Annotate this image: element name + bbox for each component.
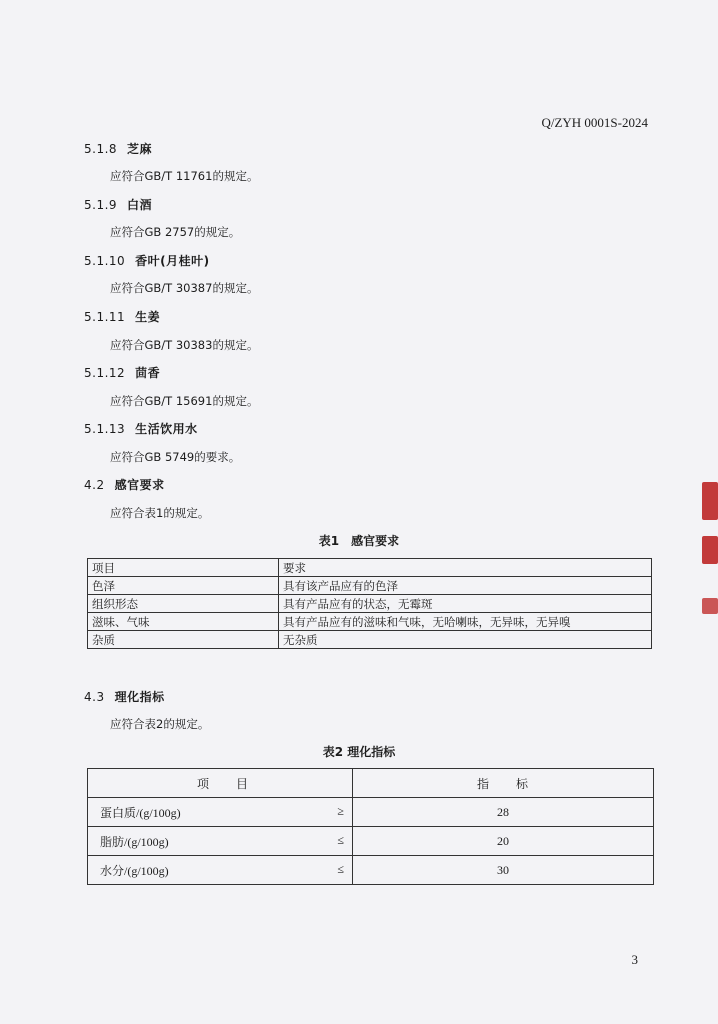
table1-caption: 表1 感官要求 (318, 534, 400, 548)
table-cell: 水分/(g/100g) ≤ (88, 856, 353, 885)
seal-stamp-fragment (702, 536, 718, 564)
section-text-5-1-8: 应符合GB/T 11761的规定。 (110, 169, 259, 183)
table-cell: 30 (353, 856, 654, 885)
page-number: 3 (631, 952, 638, 967)
document-code: Q/ZYH 0001S-2024 (541, 115, 648, 130)
table-header-cell: 项 目 (88, 769, 353, 798)
table-cell: 具有产品应有的滋味和气味，无哈喇味，无异味，无异嗅 (279, 613, 652, 631)
section-heading-4-3: 4.3 理化指标 (84, 690, 165, 704)
sensory-requirements-table (87, 558, 652, 649)
table-cell: 脂肪/(g/100g) ≤ (88, 827, 353, 856)
section-heading-5-1-11: 5.1.11 生姜 (84, 310, 161, 324)
section-text-5-1-9: 应符合GB 2757的规定。 (110, 225, 241, 239)
section-heading-5-1-10: 5.1.10 香叶(月桂叶) (84, 254, 210, 268)
table-cell: 具有产品应有的状态，无霉斑 (279, 595, 652, 613)
table-header-cell: 项目 (88, 559, 279, 577)
section-heading-5-1-8: 5.1.8 芝麻 (84, 142, 153, 156)
table-cell: 杂质 (88, 631, 279, 649)
table-header-cell: 指 标 (353, 769, 654, 798)
table-cell: 具有该产品应有的色泽 (279, 577, 652, 595)
section-text-4-2: 应符合表1的规定。 (110, 506, 210, 520)
physicochemical-indicators-table (87, 768, 654, 885)
section-heading-4-2: 4.2 感官要求 (84, 478, 165, 492)
table-row (88, 856, 654, 885)
section-heading-5-1-12: 5.1.12 茴香 (84, 366, 161, 380)
section-heading-5-1-9: 5.1.9 白酒 (84, 198, 153, 212)
table-cell: 28 (353, 798, 654, 827)
section-heading-5-1-13: 5.1.13 生活饮用水 (84, 422, 198, 436)
table-row (88, 595, 652, 613)
table-row (88, 613, 652, 631)
section-text-4-3: 应符合表2的规定。 (110, 717, 210, 731)
table-cell: 蛋白质/(g/100g) ≥ (88, 798, 353, 827)
table-cell: 滋味、气味 (88, 613, 279, 631)
seal-stamp-fragment (702, 482, 718, 520)
table-row (88, 631, 652, 649)
table-row (88, 577, 652, 595)
table-cell: 组织形态 (88, 595, 279, 613)
table-cell: 无杂质 (279, 631, 652, 649)
table-row (88, 798, 654, 827)
table-header-cell: 要求 (279, 559, 652, 577)
table-header-row (88, 769, 654, 798)
table2-caption: 表2 理化指标 (322, 745, 396, 759)
table-cell: 20 (353, 827, 654, 856)
table-row (88, 827, 654, 856)
seal-stamp-fragment (702, 598, 718, 614)
section-text-5-1-11: 应符合GB/T 30383的规定。 (110, 338, 259, 352)
table-cell: 色泽 (88, 577, 279, 595)
section-text-5-1-13: 应符合GB 5749的要求。 (110, 450, 241, 464)
section-text-5-1-10: 应符合GB/T 30387的规定。 (110, 281, 259, 295)
table-header-row (88, 559, 652, 577)
section-text-5-1-12: 应符合GB/T 15691的规定。 (110, 394, 259, 408)
